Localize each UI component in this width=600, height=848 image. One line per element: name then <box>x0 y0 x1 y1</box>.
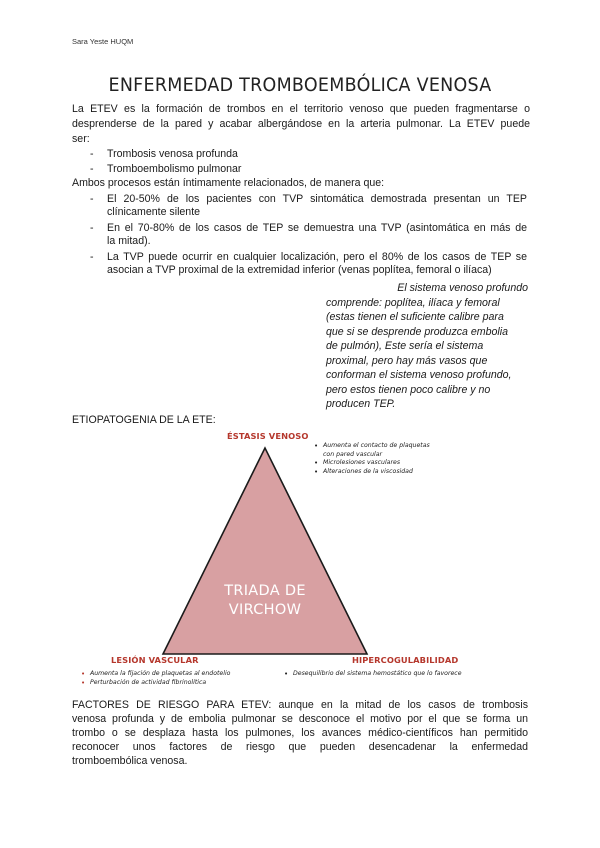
list-item-line: La TVP puede ocurrir en cualquier localización, pero el 80% de los casos de TEP se <box>107 251 527 263</box>
list-item-text: Desequilibrio del sistema hemostático que lo favorece <box>293 670 462 677</box>
etiology-heading: ETIOPATOGENIA DE LA ETE: <box>72 414 216 426</box>
bullet-icon: • <box>314 468 319 477</box>
list-item-line: En el 70-80% de los casos de TEP se demuestra una TVP (asintomática en más de <box>107 222 527 234</box>
list-item-line: El 20-50% de los pacientes con TVP sintomática demostrada presentan un TEP <box>107 193 527 205</box>
list-item-line: Alteraciones de la viscosidad <box>323 468 413 476</box>
list-item-line: Aumenta el contacto de plaquetas <box>323 442 430 449</box>
dash-bullet: - <box>90 148 94 160</box>
bullet-icon: • <box>314 459 319 468</box>
hypercoagulability-label: HIPERCOGULABILIDAD <box>352 655 459 665</box>
list-item-line: Microlesiones vasculares <box>323 459 401 467</box>
note-line: pero estos tienen poco calibre y no <box>326 383 491 396</box>
virchow-center-text <box>203 582 327 620</box>
note-line: comprende: poplítea, ilíaca y femoral <box>326 296 500 309</box>
list-item <box>81 678 290 688</box>
note-line: que si se desprende produzca embolia <box>326 325 508 338</box>
virchow-center-line: TRIADA DE <box>224 583 306 599</box>
dash-bullet: - <box>90 163 94 175</box>
lesion-label: LESIÓN VASCULAR <box>111 655 199 665</box>
page-title: ENFERMEDAD TROMBOEMBÓLICA VENOSA <box>108 74 492 96</box>
list-item-text: Trombosis venosa profunda <box>107 148 238 160</box>
list-item <box>314 442 473 459</box>
list-item-line: asocian a TVP proximal de la extremidad inferior (venas poplítea, femoral o ilíaca) <box>107 264 492 277</box>
stasis-list <box>314 442 473 477</box>
intro-line-1: La ETEV es la formación de trombos en el territorio venoso que pueden fragmentarse o <box>72 103 530 115</box>
note-line: de pulmón), Este sería el sistema <box>326 340 484 352</box>
hyper-list <box>284 670 503 679</box>
dash-bullet: - <box>90 222 94 234</box>
list-item-line: con pared vascular <box>323 450 383 458</box>
list-item-line: clínicamente silente <box>107 206 201 219</box>
list-item <box>314 459 473 468</box>
list-item <box>284 670 503 679</box>
virchow-center-line: VIRCHOW <box>228 602 302 618</box>
note-line: proximal, pero hay más vasos que <box>326 354 488 367</box>
bullet-icon: • <box>284 670 289 678</box>
relation-lead: Ambos procesos están íntimamente relacionados, de manera que: <box>72 177 385 189</box>
risk-line-5: tromboembólica venosa. <box>72 755 188 767</box>
risk-line-1: FACTORES DE RIESGO PARA ETEV: aunque en la mitad de los casos de trombosis <box>72 699 528 711</box>
list-item <box>81 670 290 679</box>
list-item-text: Aumenta la fijación de plaquetas al endotelio <box>90 670 231 677</box>
risk-line-3: trombo o se desplaza hasta los pulmones, los avances médico-científicos han permitido <box>72 727 528 739</box>
list-item-text: Perturbación de actividad fibrinolítica <box>90 678 207 686</box>
dash-bullet: - <box>90 251 94 263</box>
dash-bullet: - <box>90 193 94 205</box>
list-item-text: Tromboembolismo pulmonar <box>107 163 242 175</box>
risk-line-2: venosa profunda y de embolia pulmonar se desconoce el motivo por el que se forma un <box>72 713 528 725</box>
intro-line-2: desprenderse de la pared y acabar albergándose en la arteria pulmonar. La ETEV puede <box>72 118 530 130</box>
bullet-icon: • <box>81 678 86 687</box>
stasis-label: ÉSTASIS VENOSO <box>227 431 309 441</box>
intro-line-3: ser: <box>72 133 90 145</box>
virchow-triangle <box>163 448 367 654</box>
note-line: producen TEP. <box>326 398 396 410</box>
bullet-icon: • <box>314 442 319 450</box>
list-item <box>314 468 473 477</box>
list-item-line: la mitad). <box>107 235 151 248</box>
note-line: (estas tienen el suficiente calibre para <box>326 311 504 323</box>
risk-line-4: reconocer unos factores de riesgo que pueden desencadenar la enfermedad <box>72 741 528 753</box>
note-line: conforman el sistema venoso profundo, <box>326 369 512 381</box>
note-line: El sistema venoso profundo <box>397 282 528 294</box>
bullet-icon: • <box>81 670 86 678</box>
author-header: Sara Yeste HUQM <box>72 37 134 46</box>
lesion-list <box>81 670 290 687</box>
